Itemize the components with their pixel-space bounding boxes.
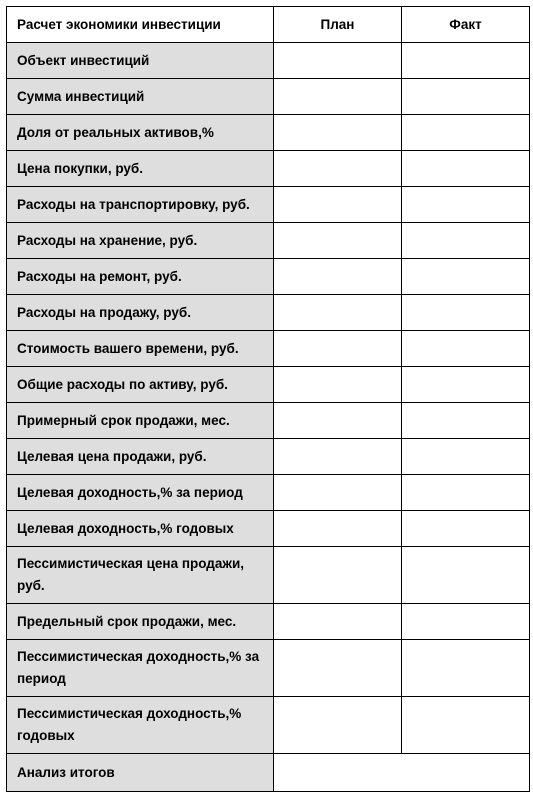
- row-label: Общие расходы по активу, руб.: [7, 367, 274, 403]
- fact-cell[interactable]: [402, 43, 530, 79]
- fact-cell[interactable]: [402, 187, 530, 223]
- row-label: Целевая доходность,% годовых: [7, 511, 274, 547]
- column-header-fact: Факт: [402, 7, 530, 43]
- plan-cell[interactable]: [274, 604, 402, 640]
- plan-cell[interactable]: [274, 697, 402, 754]
- table-row: [7, 43, 530, 79]
- table-row: [7, 403, 530, 439]
- plan-cell[interactable]: [274, 547, 402, 604]
- table-row: [7, 295, 530, 331]
- table-row: [7, 604, 530, 640]
- table-row: [7, 223, 530, 259]
- plan-cell[interactable]: [274, 439, 402, 475]
- table-row: [7, 151, 530, 187]
- row-label: Цена покупки, руб.: [7, 151, 274, 187]
- fact-cell[interactable]: [402, 223, 530, 259]
- row-label: Сумма инвестиций: [7, 79, 274, 115]
- fact-cell[interactable]: [402, 259, 530, 295]
- plan-cell[interactable]: [274, 43, 402, 79]
- row-label: Расходы на ремонт, руб.: [7, 259, 274, 295]
- investment-economics-table: [6, 6, 530, 792]
- plan-cell[interactable]: [274, 331, 402, 367]
- fact-cell[interactable]: [402, 79, 530, 115]
- table-row: [7, 511, 530, 547]
- summary-row: [7, 754, 530, 792]
- row-label: Доля от реальных активов,%: [7, 115, 274, 151]
- row-label: Целевая доходность,% за период: [7, 475, 274, 511]
- plan-cell[interactable]: [274, 367, 402, 403]
- fact-cell[interactable]: [402, 640, 530, 697]
- row-label: Расходы на хранение, руб.: [7, 223, 274, 259]
- fact-cell[interactable]: [402, 547, 530, 604]
- plan-cell[interactable]: [274, 475, 402, 511]
- fact-cell[interactable]: [402, 151, 530, 187]
- row-label: Стоимость вашего времени, руб.: [7, 331, 274, 367]
- row-label: Целевая цена продажи, руб.: [7, 439, 274, 475]
- table-title: Расчет экономики инвестиции: [7, 7, 274, 43]
- plan-cell[interactable]: [274, 115, 402, 151]
- column-header-plan: План: [274, 7, 402, 43]
- fact-cell[interactable]: [402, 295, 530, 331]
- table-row: [7, 439, 530, 475]
- plan-cell[interactable]: [274, 187, 402, 223]
- plan-cell[interactable]: [274, 640, 402, 697]
- fact-cell[interactable]: [402, 475, 530, 511]
- plan-cell[interactable]: [274, 295, 402, 331]
- fact-cell[interactable]: [402, 697, 530, 754]
- fact-cell[interactable]: [402, 115, 530, 151]
- plan-cell[interactable]: [274, 259, 402, 295]
- plan-cell[interactable]: [274, 151, 402, 187]
- row-label: Расходы на продажу, руб.: [7, 295, 274, 331]
- summary-label: Анализ итогов: [7, 754, 274, 792]
- table-row: [7, 115, 530, 151]
- summary-cell[interactable]: [274, 754, 530, 792]
- fact-cell[interactable]: [402, 367, 530, 403]
- table-row: [7, 697, 530, 754]
- row-label: Расходы на транспортировку, руб.: [7, 187, 274, 223]
- row-label: Предельный срок продажи, мес.: [7, 604, 274, 640]
- table-row: [7, 367, 530, 403]
- row-label: Пессимистическая доходность,% годовых: [7, 697, 274, 754]
- table-row: [7, 259, 530, 295]
- table-row: [7, 640, 530, 697]
- plan-cell[interactable]: [274, 223, 402, 259]
- plan-cell[interactable]: [274, 79, 402, 115]
- table-row: [7, 475, 530, 511]
- table-header-row: [7, 7, 530, 43]
- row-label: Объект инвестиций: [7, 43, 274, 79]
- row-label: Примерный срок продажи, мес.: [7, 403, 274, 439]
- table-row: [7, 331, 530, 367]
- row-label: Пессимистическая цена продажи, руб.: [7, 547, 274, 604]
- plan-cell[interactable]: [274, 511, 402, 547]
- table-row: [7, 187, 530, 223]
- fact-cell[interactable]: [402, 439, 530, 475]
- plan-cell[interactable]: [274, 403, 402, 439]
- table-row: [7, 547, 530, 604]
- fact-cell[interactable]: [402, 403, 530, 439]
- fact-cell[interactable]: [402, 331, 530, 367]
- table-row: [7, 79, 530, 115]
- row-label: Пессимистическая доходность,% за период: [7, 640, 274, 697]
- fact-cell[interactable]: [402, 511, 530, 547]
- fact-cell[interactable]: [402, 604, 530, 640]
